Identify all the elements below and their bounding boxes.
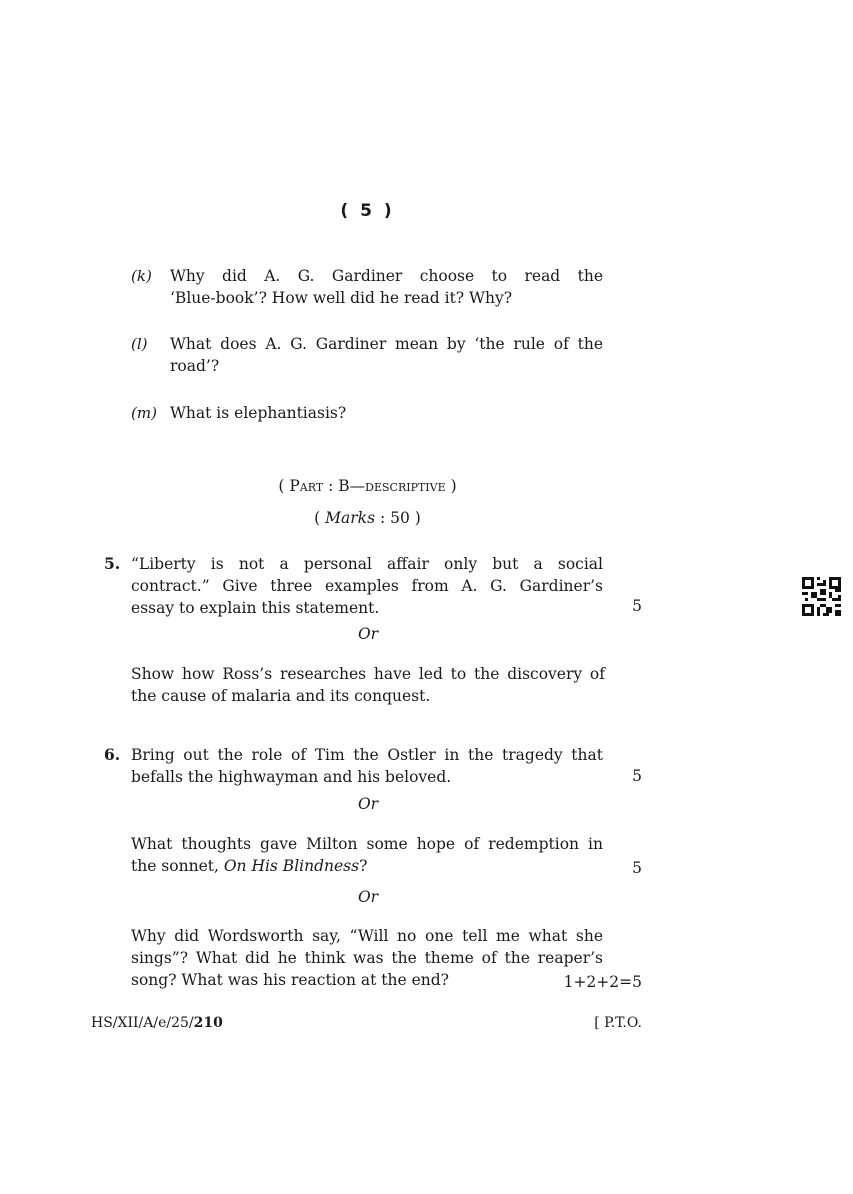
page-number: ( 5 ): [340, 201, 395, 221]
q6c-line3: song? What was his reaction at the end?: [131, 971, 449, 989]
q6-or-2: Or: [357, 888, 379, 906]
q6c-line2: sings”? What did he think was the theme of the reaper’s: [131, 949, 603, 967]
q5a-marks: 5: [632, 597, 642, 615]
q6b-line2: the sonnet, On His Blindness?: [131, 857, 368, 875]
q6a-line1: Bring out the role of Tim the Ostler in the tragedy that: [131, 746, 603, 764]
q5-option-b: [131, 663, 605, 707]
q5-or: Or: [357, 625, 379, 643]
q6-option-c: [131, 925, 603, 991]
item-label-l: (l): [131, 335, 148, 353]
item-label-m: (m): [131, 404, 157, 422]
q6-or-1: Or: [357, 795, 379, 813]
item-k-line1: Why did A. G. Gardiner choose to read the: [170, 267, 603, 285]
q6a-marks: 5: [632, 767, 642, 785]
q6b-marks: 5: [632, 859, 642, 877]
q6-option-a: [131, 744, 603, 788]
q5a-line2: contract.” Give three examples from A. G. Gardiner’s: [131, 577, 603, 595]
item-l-line1: What does A. G. Gardiner mean by ‘the rule of the: [170, 335, 603, 353]
q5a-line3: essay to explain this statement.: [131, 599, 380, 617]
question-number-6: 6.: [104, 745, 121, 764]
q6a-line2: befalls the highwayman and his beloved.: [131, 768, 452, 786]
qr-code-icon: [802, 577, 841, 616]
q6-option-b: [131, 833, 603, 877]
q6c-marks: 1+2+2=5: [563, 973, 642, 991]
paper-code: HS/XII/A/e/25/210: [91, 1015, 223, 1031]
pto-label: [ P.T.O.: [594, 1015, 642, 1031]
part-b-heading: ( Part : B—descriptive ): [278, 477, 457, 495]
part-b-marks: ( Marks : 50 ): [314, 509, 421, 527]
item-label-k: (k): [131, 267, 152, 285]
q6b-line1: What thoughts gave Milton some hope of redemption in: [131, 835, 603, 853]
item-l-line2: road’?: [170, 357, 220, 375]
q5b-line2: the cause of malaria and its conquest.: [131, 687, 431, 705]
q6c-line1: Why did Wordsworth say, “Will no one tell me what she: [131, 927, 603, 945]
q5a-line1: “Liberty is not a personal affair only but a social: [131, 555, 603, 573]
q5b-line1: Show how Ross’s researches have led to the discovery of: [131, 665, 605, 683]
item-m-text: What is elephantiasis?: [170, 404, 347, 422]
item-k-text: [170, 265, 603, 309]
q5-option-a: [131, 553, 603, 619]
question-number-5: 5.: [104, 554, 121, 573]
item-l-text: [170, 333, 603, 377]
item-k-line2: ‘Blue-book’? How well did he read it? Why?: [170, 289, 513, 307]
